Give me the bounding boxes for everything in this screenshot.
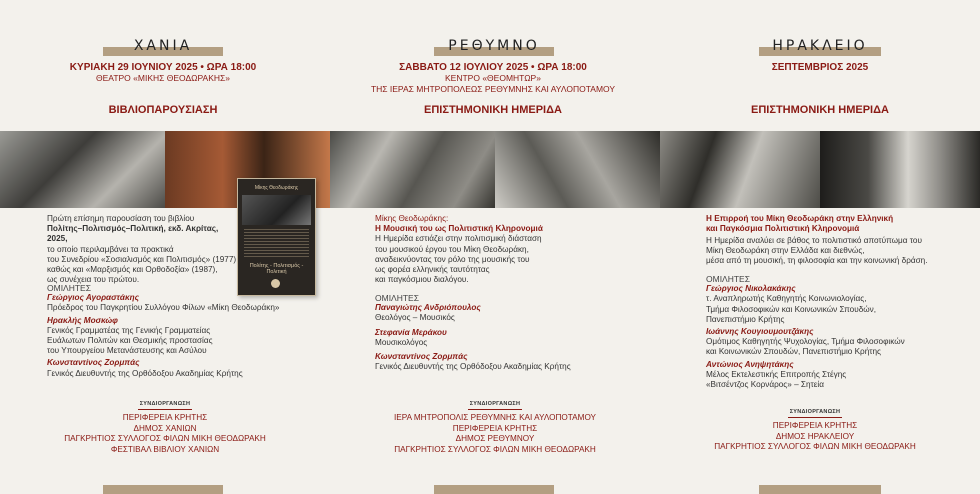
organizer: ΠΕΡΙΦΕΡΕΙΑ ΚΡΗΤΗΣ — [772, 421, 858, 431]
speaker-role: Μουσικολόγος — [375, 337, 428, 347]
desc-line: του Συνεδρίου «Σοσιαλισμός και Πολιτισμός» (1977) — [47, 254, 237, 264]
desc-line: μέσα από τη μουσική, τη φιλοσοφία και την κοινωνική δράση. — [706, 256, 928, 266]
speaker-role: Πρόεδρος του Παγκρητίου Συλλόγου Φίλων «Μίκη Θεοδωράκη» — [47, 303, 280, 313]
co-organizers — [360, 398, 630, 455]
event-date: ΚΥΡΙΑΚΗ 29 ΙΟΥΝΙΟΥ 2025 • ΩΡΑ 18:00 — [69, 62, 257, 73]
speaker-name: Γεώργιος Νικολακάκης — [706, 284, 796, 294]
description — [706, 236, 976, 267]
speaker-role: Μέλος Εκτελεστικής Επιτροπής Στέγης — [706, 369, 847, 379]
column-chania — [0, 0, 330, 494]
archive-photo — [330, 131, 495, 208]
co-organizers — [680, 406, 950, 453]
speaker-name: Γεώργιος Αγοραστάκης — [47, 293, 139, 303]
speakers — [706, 274, 976, 390]
event-title-line: Μίκης Θεοδωράκης: — [375, 214, 449, 223]
description — [47, 214, 237, 285]
desc-line: Η Ημερίδα αναλύει σε βάθος το πολιτιστικό αποτύπωμα του — [706, 236, 922, 245]
speaker-role: Γενικός Διευθυντής της Ορθόδοξου Ακαδημίας Κρήτης — [375, 362, 571, 372]
speaker-role: Θεολόγος – Μουσικός — [375, 313, 455, 323]
event-title-line: Πολίτης–Πολιτισμός–Πολιτική, εκδ. Ακρίτας, 2025, — [47, 224, 219, 244]
archive-photo — [660, 131, 820, 208]
speaker-role: του Υπουργείου Μετανάστευσης και Ασύλου — [47, 346, 207, 356]
speaker-name: Αντώνιος Ανηψητάκης — [706, 359, 794, 369]
speaker-name: Κωνσταντίνος Ζορμπάς — [375, 352, 468, 362]
speakers — [47, 283, 317, 379]
speaker-role: «Βιτσέντζος Κορνάρος» – Σητεία — [706, 380, 824, 390]
book-author: Μίκης Θεοδωράκης — [254, 185, 299, 191]
desc-line: Η Ημερίδα εστιάζει στην πολιτισμική διάσταση — [375, 234, 542, 244]
photo-strip — [330, 131, 660, 208]
column-heraklion — [660, 0, 980, 494]
desc-line: του μουσικού έργου του Μίκη Θεοδωράκη, — [375, 244, 529, 254]
organizer: ΔΗΜΟΣ ΗΡΑΚΛΕΙΟΥ — [775, 431, 855, 441]
organizer: ΠΑΓΚΡΗΤΙΟΣ ΣΥΛΛΟΓΟΣ ΦΙΛΩΝ ΜΙΚΗ ΘΕΟΔΩΡΑΚΗ — [714, 442, 916, 452]
book-title: Πολίτης - Πολιτισμός - Πολιτική — [249, 263, 304, 275]
book-cover — [237, 178, 316, 296]
description — [375, 214, 645, 285]
event-title-line: Η Μουσική του ως Πολιτιστική Κληρονομιά — [375, 224, 543, 234]
co-organizers-label: ΣΥΝΔΙΟΡΓΑΝΩΣΗ — [788, 407, 843, 418]
event-title-line: Η Επιρροή του Μίκη Θεοδωράκη στην Ελληνική — [706, 214, 894, 223]
archive-photo — [0, 131, 165, 208]
speaker-role: Ομότιμος Καθηγητής Ψυχολογίας, Τμήμα Φιλοσοφικών — [706, 337, 905, 347]
desc-line: ως φορέα ελληνικής ταυτότητας — [375, 265, 490, 275]
speaker-name: Παναγιώτης Ανδριόπουλος — [375, 303, 481, 313]
desc-line: το οποίο περιλαμβάνει τα πρακτικά — [47, 244, 174, 254]
event-date: ΣΕΠΤΕΜΒΡΙΟΣ 2025 — [771, 62, 869, 73]
venue — [10, 73, 316, 84]
event-type: ΒΙΒΛΙΟΠΑΡΟΥΣΙΑΣΗ — [108, 104, 218, 116]
speaker-role: Ευάλωτων Πολιτών και Θεσμικής προστασίας — [47, 336, 213, 346]
book-photo — [242, 195, 311, 225]
archive-photo — [820, 131, 980, 208]
speaker-role: τ. Αναπληρωτής Καθηγητής Κοινωνιολογίας, — [706, 294, 867, 304]
event-type: ΕΠΙΣΤΗΜΟΝΙΚΗ ΗΜΕΡΙΔΑ — [424, 104, 562, 116]
organizer: ΦΕΣΤΙΒΑΛ ΒΙΒΛΙΟΥ ΧΑΝΙΩΝ — [110, 444, 220, 454]
column-rethymno — [330, 0, 660, 494]
venue-line: ΚΕΝΤΡΟ «ΘΕΟΜΗΤΩΡ» — [445, 73, 541, 83]
venue-line: ΤΗΣ ΙΕΡΑΣ ΜΗΤΡΟΠΟΛΕΩΣ ΡΕΘΥΜΝΗΣ ΚΑΙ ΑΥΛΟΠΟΤΑΜΟΥ — [370, 84, 616, 94]
speaker-role: Πανεπιστήμιο Κρήτης — [706, 314, 785, 324]
desc-line: αναδεικνύοντας τον ρόλο της μουσικής του — [375, 254, 530, 264]
organizer: ΔΗΜΟΣ ΡΕΘΥΜΝΟΥ — [455, 434, 535, 444]
organizer: ΠΕΡΙΦΕΡΕΙΑ ΚΡΗΤΗΣ — [122, 413, 208, 423]
co-organizers-label: ΣΥΝΔΙΟΡΓΑΝΩΣΗ — [468, 399, 523, 410]
speaker-role: Γενικός Γραμματέας της Γενικής Γραμματείας — [47, 325, 211, 335]
desc-line: και παγκόσμιου διαλόγου. — [375, 275, 469, 285]
archive-photo — [495, 131, 660, 208]
speakers — [375, 293, 645, 372]
event-date: ΣΑΒΒΑΤΟ 12 ΙΟΥΛΙΟΥ 2025 • ΩΡΑ 18:00 — [399, 62, 587, 73]
event-type: ΕΠΙΣΤΗΜΟΝΙΚΗ ΗΜΕΡΙΔΑ — [751, 104, 889, 116]
bottom-bar — [759, 485, 881, 494]
desc-line: ως συνέχεια του πρώτου. — [47, 275, 140, 285]
speaker-role: και Κοινωνικών Σπουδών, Πανεπιστήμιο Κρήτης — [706, 347, 882, 357]
city-title: ΧΑΝΙΑ — [133, 38, 193, 54]
bottom-bar — [103, 485, 223, 494]
desc-line: Μίκη Θεοδωράκη στην Ελλάδα και διεθνώς, — [706, 246, 865, 256]
co-organizers-label: ΣΥΝΔΙΟΡΓΑΝΩΣΗ — [138, 399, 193, 410]
speakers-label: ΟΜΙΛΗΤΕΣ — [375, 293, 419, 303]
venue-line: ΘΕΑΤΡΟ «ΜΙΚΗΣ ΘΕΟΔΩΡΑΚΗΣ» — [96, 73, 230, 83]
speaker-name: Ηρακλής Μοσκώφ — [47, 315, 118, 325]
organizer: ΠΕΡΙΦΕΡΕΙΑ ΚΡΗΤΗΣ — [452, 423, 538, 433]
speaker-role: Τμήμα Φιλοσοφικών και Κοινωνικών Σπουδών, — [706, 304, 877, 314]
speaker-name: Στεφανία Μεράκου — [375, 327, 447, 337]
desc-line: καθώς και «Μαρξισμός και Ορθοδοξία» (1987), — [47, 265, 218, 275]
city-title: ΡΕΘΥΜΝΟ — [448, 38, 540, 54]
organizer: ΔΗΜΟΣ ΧΑΝΙΩΝ — [133, 423, 197, 433]
speaker-name: Ιωάννης Κουγιουμουτζάκης — [706, 327, 814, 337]
speakers-label: ΟΜΙΛΗΤΕΣ — [706, 274, 750, 284]
speakers-label: ΟΜΙΛΗΤΕΣ — [47, 283, 91, 293]
venue — [340, 73, 646, 95]
speaker-name: Κωνσταντίνος Ζορμπάς — [47, 358, 140, 368]
organizer: ΙΕΡΑ ΜΗΤΡΟΠΟΛΙΣ ΡΕΘΥΜΝΗΣ ΚΑΙ ΑΥΛΟΠΟΤΑΜΟΥ — [393, 413, 597, 423]
city-title: ΗΡΑΚΛΕΙΟ — [772, 38, 868, 54]
organizer: ΠΑΓΚΡΗΤΙΟΣ ΣΥΛΛΟΓΟΣ ΦΙΛΩΝ ΜΙΚΗ ΘΕΟΔΩΡΑΚΗ — [64, 434, 266, 444]
event-title-line: και Παγκόσμια Πολιτιστική Κληρονομιά — [706, 224, 860, 234]
book-contents — [244, 229, 309, 257]
photo-strip — [660, 131, 980, 208]
organizer: ΠΑΓΚΡΗΤΙΟΣ ΣΥΛΛΟΓΟΣ ΦΙΛΩΝ ΜΙΚΗ ΘΕΟΔΩΡΑΚΗ — [394, 444, 596, 454]
event-title — [706, 214, 976, 234]
bottom-bar — [434, 485, 554, 494]
speaker-role: Γενικός Διευθυντής της Ορθόδοξου Ακαδημίας Κρήτης — [47, 368, 243, 378]
co-organizers — [40, 398, 290, 455]
intro-line: Πρώτη επίσημη παρουσίαση του βιβλίου — [47, 214, 195, 223]
